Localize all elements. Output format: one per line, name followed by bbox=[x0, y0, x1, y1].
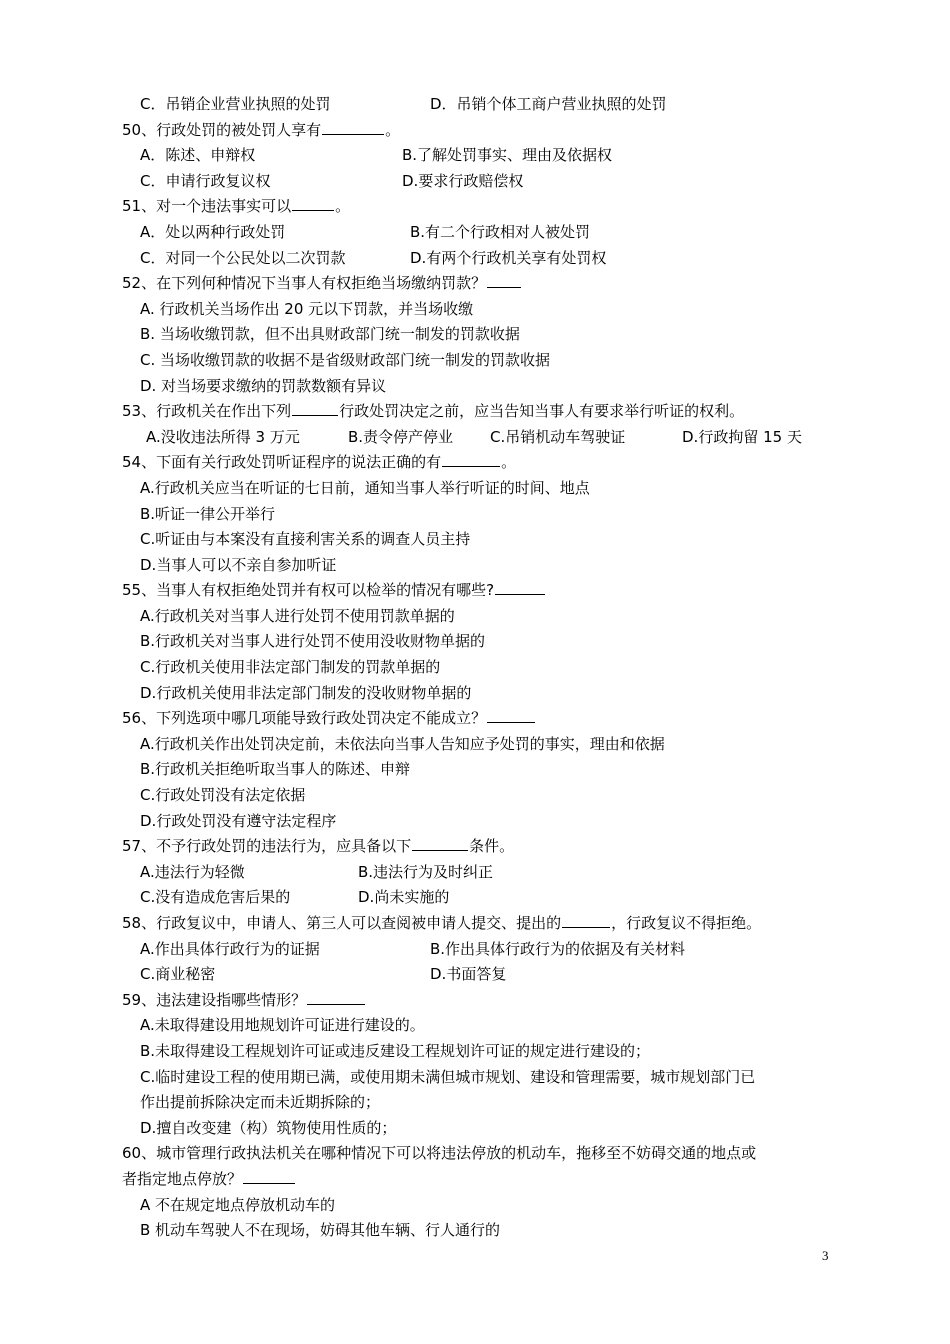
question-text-suffix: 。 bbox=[335, 197, 351, 216]
option-text: A 不在规定地点停放机动车的 bbox=[140, 1195, 336, 1214]
option-text: C.吊销机动车驾驶证 bbox=[490, 427, 626, 446]
question-line bbox=[122, 834, 842, 860]
answer-blank bbox=[495, 580, 545, 595]
option-pair-line bbox=[122, 92, 842, 118]
option-text: B. 当场收缴罚款，但不出具财政部门统一制发的罚款收据 bbox=[140, 325, 520, 344]
option-pair-line bbox=[122, 962, 842, 988]
option-text: B.作出具体行政行为的依据及有关材料 bbox=[430, 939, 686, 958]
option-text: D.书面答复 bbox=[430, 965, 507, 984]
option-line bbox=[122, 655, 842, 681]
option-text: B.行政机关对当事人进行处罚不使用没收财物单据的 bbox=[140, 632, 486, 651]
answer-blank bbox=[412, 836, 468, 851]
option-line bbox=[122, 757, 842, 783]
option-text: A.行政机关作出处罚决定前，未依法向当事人告知应予处罚的事实，理由和依据 bbox=[140, 734, 665, 753]
option-pair-line bbox=[122, 937, 842, 963]
option-line bbox=[122, 1065, 842, 1091]
question-text: 53、行政机关在作出下列 bbox=[122, 402, 292, 421]
page-number: 3 bbox=[822, 1248, 829, 1263]
option-text: D.行政处罚没有遵守法定程序 bbox=[140, 811, 337, 830]
option-line bbox=[122, 1218, 842, 1244]
option-text: 作出提前拆除决定而未近期拆除的； bbox=[140, 1093, 381, 1112]
option-line bbox=[122, 1013, 842, 1039]
option-line bbox=[122, 348, 842, 374]
option-text: D.行政机关使用非法定部门制发的没收财物单据的 bbox=[140, 683, 472, 702]
answer-blank bbox=[292, 401, 338, 416]
option-text: B.有二个行政相对人被处罚 bbox=[410, 222, 591, 241]
question-list bbox=[122, 92, 842, 1244]
option-text: D.要求行政赔偿权 bbox=[402, 171, 524, 190]
option-text: B.责令停产停业 bbox=[348, 427, 454, 446]
answer-blank bbox=[292, 196, 334, 211]
question-text: 54、下面有关行政处罚听证程序的说法正确的有 bbox=[122, 453, 442, 472]
option-text: A．处以两种行政处罚 bbox=[140, 222, 286, 241]
question-text-suffix: 条件。 bbox=[469, 837, 515, 856]
option-line bbox=[122, 1090, 842, 1116]
answer-blank bbox=[307, 990, 365, 1005]
question-line bbox=[122, 1141, 842, 1167]
option-text: B.了解处罚事实、理由及依据权 bbox=[402, 146, 613, 165]
question-line bbox=[122, 194, 842, 220]
question-line bbox=[122, 118, 842, 144]
option-text: C.行政机关使用非法定部门制发的罚款单据的 bbox=[140, 658, 441, 677]
question-text-suffix: 行政处罚决定之前，应当告知当事人有要求举行听证的权利。 bbox=[339, 402, 745, 421]
question-text-suffix: 。 bbox=[501, 453, 517, 472]
option-text: A.行政机关应当在听证的七日前，通知当事人举行听证的时间、地点 bbox=[140, 478, 590, 497]
option-line bbox=[122, 1116, 842, 1142]
option-text: D.当事人可以不亲自参加听证 bbox=[140, 555, 337, 574]
question-line bbox=[122, 988, 842, 1014]
option-text: A. 行政机关当场作出 20 元以下罚款，并当场收缴 bbox=[140, 299, 474, 318]
option-text: C.临时建设工程的使用期已满，或使用期未满但城市规划、建设和管理需要，城市规划部门已 bbox=[140, 1067, 756, 1086]
option-line bbox=[122, 374, 842, 400]
question-line bbox=[122, 450, 842, 476]
option-text: D.有两个行政机关享有处罚权 bbox=[410, 248, 607, 267]
option-text: A.未取得建设用地规划许可证进行建设的。 bbox=[140, 1016, 425, 1035]
option-line bbox=[122, 476, 842, 502]
option-text: C.行政处罚没有法定依据 bbox=[140, 786, 306, 805]
option-text: D. 对当场要求缴纳的罚款数额有异议 bbox=[140, 376, 387, 395]
question-text: 57、不予行政处罚的违法行为，应具备以下 bbox=[122, 837, 412, 856]
question-text: 59、违法建设指哪些情形？ bbox=[122, 990, 307, 1009]
option-pair-line bbox=[122, 220, 842, 246]
option-text: B.听证一律公开举行 bbox=[140, 504, 276, 523]
option-pair-line bbox=[122, 143, 842, 169]
option-pair-line bbox=[122, 860, 842, 886]
question-line bbox=[122, 578, 842, 604]
option-line bbox=[122, 629, 842, 655]
option-text: C. 当场收缴罚款的收据不是省级财政部门统一制发的罚款收据 bbox=[140, 350, 551, 369]
option-text: C．申请行政复议权 bbox=[140, 171, 271, 190]
question-line bbox=[122, 271, 842, 297]
option-text: A.行政机关对当事人进行处罚不使用罚款单据的 bbox=[140, 606, 455, 625]
option-text: C．对同一个公民处以二次罚款 bbox=[140, 248, 346, 267]
option-text: A.没收违法所得 3 万元 bbox=[146, 427, 300, 446]
option-line bbox=[122, 604, 842, 630]
option-text: D．吊销个体工商户营业执照的处罚 bbox=[430, 95, 667, 113]
question-text: 55、当事人有权拒绝处罚并有权可以检举的情况有哪些? bbox=[122, 581, 495, 600]
question-text: 52、在下列何种情况下当事人有权拒绝当场缴纳罚款？ bbox=[122, 274, 487, 293]
option-text: A．陈述、申辩权 bbox=[140, 146, 256, 165]
question-text-suffix: ，行政复议不得拒绝。 bbox=[611, 914, 762, 932]
option-text: D.行政拘留 15 天 bbox=[682, 427, 802, 446]
option-line bbox=[122, 1039, 842, 1065]
question-line bbox=[122, 911, 842, 937]
answer-blank bbox=[487, 273, 521, 288]
question-text: 60、城市管理行政执法机关在哪种情况下可以将违法停放的机动车，拖移至不妨碍交通的地点或 bbox=[122, 1144, 757, 1163]
option-text: C.听证由与本案没有直接利害关系的调查人员主持 bbox=[140, 530, 471, 549]
question-line bbox=[122, 399, 842, 425]
option-pair-line bbox=[122, 885, 842, 911]
option-pair-line bbox=[122, 169, 842, 195]
answer-blank bbox=[562, 913, 610, 928]
question-text: 50、行政处罚的被处罚人享有 bbox=[122, 120, 322, 139]
option-text: A.违法行为轻微 bbox=[140, 862, 245, 881]
answer-blank bbox=[442, 452, 500, 467]
question-text: 56、下列选项中哪几项能导致行政处罚决定不能成立？ bbox=[122, 709, 487, 728]
option-line bbox=[122, 1193, 842, 1219]
question-text: 51、对一个违法事实可以 bbox=[122, 197, 292, 216]
option-line bbox=[122, 809, 842, 835]
question-text: 者指定地点停放？ bbox=[122, 1169, 243, 1188]
question-text: 58、行政复议中，申请人、第三人可以查阅被申请人提交、提出的 bbox=[122, 914, 562, 932]
question-line bbox=[122, 1167, 842, 1193]
option-four-line bbox=[122, 425, 842, 451]
option-line bbox=[122, 553, 842, 579]
option-line bbox=[122, 502, 842, 528]
option-text: B 机动车驾驶人不在现场，妨碍其他车辆、行人通行的 bbox=[140, 1221, 501, 1240]
answer-blank bbox=[243, 1169, 295, 1184]
answer-blank bbox=[322, 120, 384, 135]
option-text: B.未取得建设工程规划许可证或违反建设工程规划许可证的规定进行建设的； bbox=[140, 1041, 651, 1060]
option-line bbox=[122, 783, 842, 809]
question-text-suffix: 。 bbox=[385, 120, 401, 139]
option-text: D.擅自改变建（构）筑物使用性质的； bbox=[140, 1118, 397, 1137]
option-text: C.没有造成危害后果的 bbox=[140, 888, 291, 907]
option-text: B.行政机关拒绝听取当事人的陈述、申辩 bbox=[140, 760, 411, 779]
option-line bbox=[122, 322, 842, 348]
option-text: B.违法行为及时纠正 bbox=[358, 862, 494, 881]
option-text: D.尚未实施的 bbox=[358, 888, 450, 907]
question-line bbox=[122, 706, 842, 732]
option-line bbox=[122, 681, 842, 707]
option-text: C.商业秘密 bbox=[140, 965, 216, 984]
option-line bbox=[122, 732, 842, 758]
answer-blank bbox=[487, 708, 535, 723]
option-text: C．吊销企业营业执照的处罚 bbox=[140, 95, 331, 113]
option-line bbox=[122, 527, 842, 553]
option-text: A.作出具体行政行为的证据 bbox=[140, 939, 320, 958]
option-line bbox=[122, 297, 842, 323]
option-pair-line bbox=[122, 246, 842, 272]
